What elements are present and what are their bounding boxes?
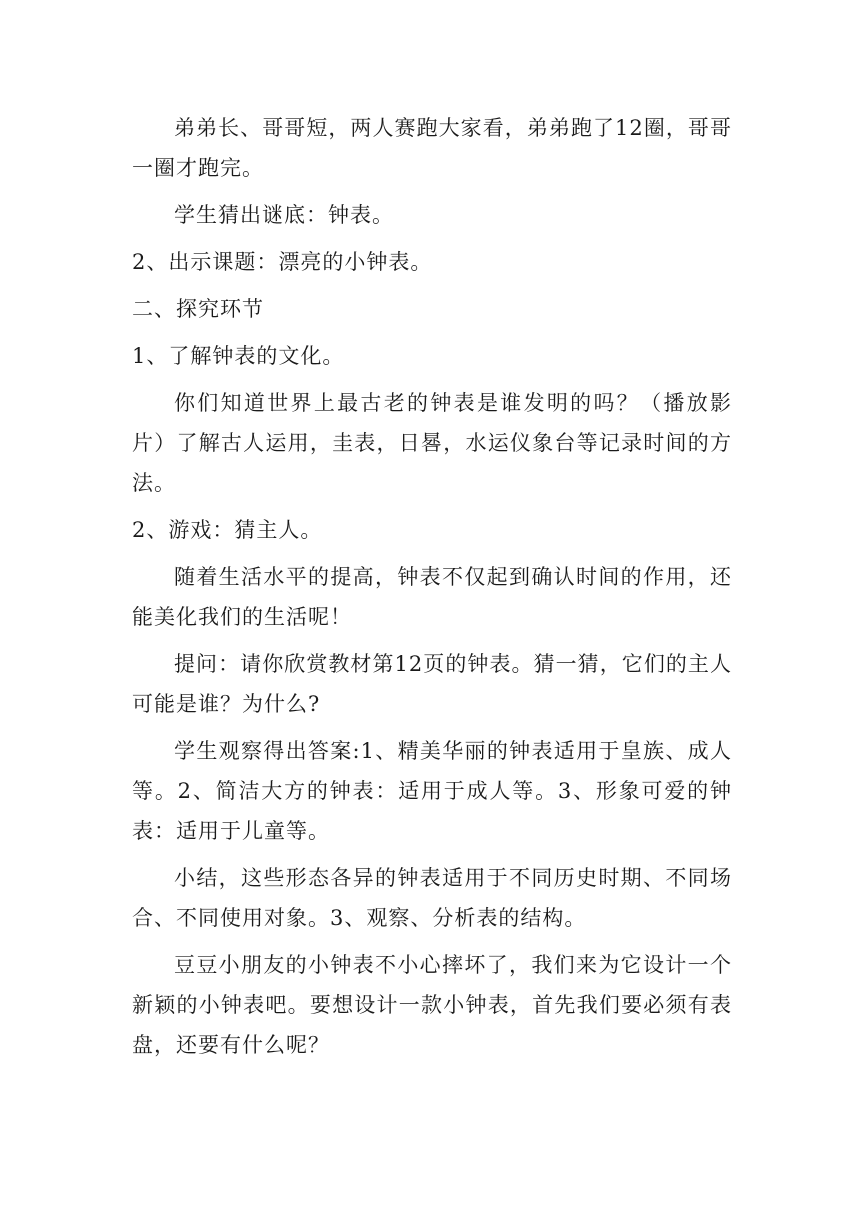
paragraph-riddle-answer: 学生猜出谜底：钟表。 (174, 203, 394, 227)
paragraph-clock-culture-heading: 1、了解钟表的文化。 (132, 344, 345, 368)
paragraph-design-task: 豆豆小朋友的小钟表不小心摔坏了，我们来为它设计一个新颖的小钟表吧。要想设计一款小钟表，首先我们要必须有表盘，还要有什么呢？ (132, 953, 732, 1057)
document-body (132, 108, 732, 1072)
paragraph-riddle: 弟弟长、哥哥短，两人赛跑大家看，弟弟跑了12圈，哥哥一圈才跑完。 (132, 116, 732, 180)
paragraph-question: 提问：请你欣赏教材第12页的钟表。猜一猜，它们的主人可能是谁？为什么? (132, 652, 732, 716)
paragraph-living-standard: 随着生活水平的提高，钟表不仅起到确认时间的作用，还能美化我们的生活呢！ (132, 565, 732, 629)
section-heading-explore: 二、探究环节 (132, 297, 264, 321)
paragraph-student-answers: 学生观察得出答案:1、精美华丽的钟表适用于皇族、成人等。2、简洁大方的钟表：适用于成人等。3、形象可爱的钟表：适用于儿童等。 (132, 739, 732, 843)
paragraph-show-topic: 2、出示课题：漂亮的小钟表。 (132, 250, 433, 274)
paragraph-clock-history: 你们知道世界上最古老的钟表是谁发明的吗？（播放影片）了解古人运用，圭表，日晷，水运仪象台等记录时间的方法。 (132, 391, 732, 495)
paragraph-game-heading: 2、游戏：猜主人。 (132, 518, 323, 542)
paragraph-summary: 小结，这些形态各异的钟表适用于不同历史时期、不同场合、不同使用对象。3、观察、分析表的结构。 (132, 866, 732, 930)
